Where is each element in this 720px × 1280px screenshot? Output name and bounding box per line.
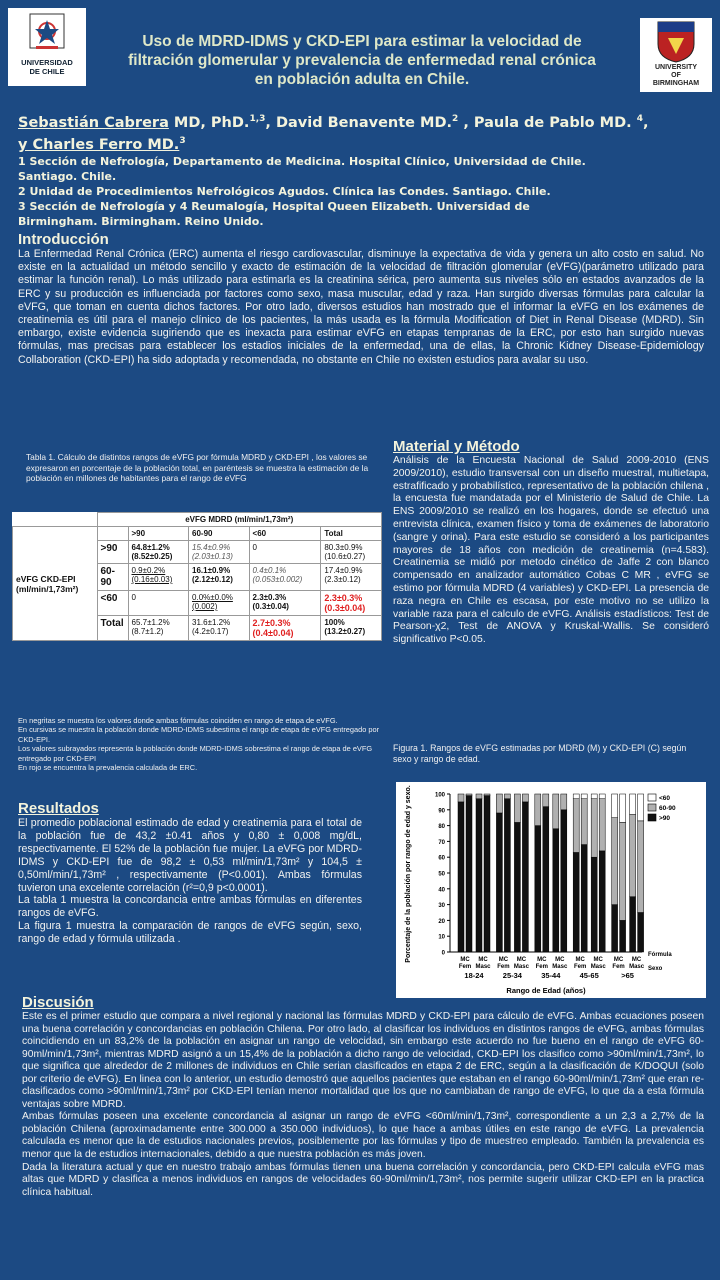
bar-segment-lt60 (638, 794, 644, 821)
stacked-bar-chart (396, 782, 706, 998)
sex-label: Masc (629, 964, 645, 970)
bar-segment-60-90 (581, 799, 587, 845)
cell-pop: (0.3±0.04) (324, 603, 366, 613)
table-note: En rojo se encuentra la prevalencia calculada de ERC. (18, 763, 198, 773)
logo-left-line-1: UNIVERSIDAD (21, 58, 73, 67)
sex-label: Masc (513, 964, 529, 970)
bar-segment-60-90 (630, 815, 636, 897)
authors-block (18, 110, 708, 229)
formula-label: MC (537, 957, 547, 963)
bar-segment-gt90 (561, 810, 567, 952)
age-group-label: >65 (621, 971, 634, 980)
author-line-2 (18, 132, 708, 154)
y-tick-label: 60 (438, 855, 445, 862)
y-tick-label: 10 (438, 934, 445, 941)
bar-segment-gt90 (591, 857, 597, 952)
bar-segment-60-90 (496, 794, 502, 813)
bar-segment-gt90 (496, 813, 502, 952)
results-paragraph: El promedio poblacional estimado de edad y creatinemia para el total de la población fue de 43,2 ±0.41 años y 0,80 ± 0,008 mg/dL, respectivamente. El 52% de la población fue mujer. La eVFG por MDRD-IDMS y CKD-EPI fue de 98,2 ± 0,53 ml/min/1,73m² y 104,5 ± 0,50ml/min/1,73m² , respectivamente (P<0.001). Ambas fórmulas tuvieron una excelente correlación (r²=0,9 p<0.0001). (18, 817, 362, 894)
affiliation-2: 2 Unidad de Procedimientos Nefrológicos Agudos. Clínica las Condes. Santiago. Chile. (18, 184, 551, 198)
author-part: , (642, 114, 649, 131)
table-notes (18, 716, 382, 772)
author-sup: 4 (636, 114, 643, 124)
bar-segment-lt60 (612, 794, 618, 818)
bar-segment-gt90 (620, 920, 626, 952)
sex-label: Fem (612, 964, 625, 970)
table-row-label: <60 (97, 591, 128, 616)
cell-value: 16.1±0.9% (192, 566, 231, 575)
cell-pop: (8.7±1.2) (131, 627, 164, 636)
y-tick-label: 100 (434, 792, 445, 799)
author-sup: 1,3 (249, 114, 266, 124)
poster-title (100, 32, 624, 89)
y-tick-label: 40 (438, 887, 445, 894)
cell-pop: (0.002) (192, 602, 218, 611)
cell-pop: (0.16±0.03) (131, 575, 173, 584)
cell-value: 64.8±1.2% (131, 543, 170, 552)
table-cell (189, 591, 250, 616)
cell-value: 0 (252, 543, 257, 552)
cell-pop: (2.12±0.12) (192, 575, 233, 584)
bar-segment-gt90 (612, 905, 618, 952)
cell-value: 65.7±1.2% (131, 618, 170, 627)
y-tick-label: 50 (438, 871, 445, 878)
discussion-paragraph: Ambas fórmulas poseen una excelente concordancia al asignar un rango de eVFG <60ml/min/1,73m², correspondiente a un 2,3 a 2,7% de la población Chilena (aproximadamente entre 300.000 a 350.000 individuos), lo que hace a ambas útiles en este rango de eVFG. La prevalencia calculada es menor que la de estudios nacionales previos, posiblemente por las fórmulas y tipo de muestreo empleado. También la prevalencia es menor que la de estudios internacionales, debido a que nuestra población es más joven. (22, 1111, 704, 1161)
bar-segment-60-90 (476, 794, 482, 799)
affiliation-1: 1 Sección de Nefrología, Departamento de Medicina. Hospital Clínico, Universidad de Chile. (18, 154, 586, 168)
table-cell (128, 616, 189, 641)
sex-axis-tag: Sexo (648, 966, 663, 972)
author-part: , David Benavente MD. (265, 114, 453, 131)
bar-segment-lt60 (599, 794, 605, 799)
age-group-label: 35-44 (541, 971, 561, 980)
y-tick-label: 90 (438, 808, 445, 815)
bar-segment-lt60 (591, 794, 597, 799)
cell-value: 2.3±0.3% (324, 593, 363, 603)
formula-label: MC (575, 957, 585, 963)
results-heading: Resultados (18, 800, 99, 817)
bar-segment-gt90 (466, 796, 472, 952)
bar-segment-60-90 (591, 799, 597, 857)
formula-label: MC (613, 957, 624, 963)
author-part: , Paula de Pablo MD. (458, 114, 637, 131)
bar-segment-60-90 (620, 822, 626, 920)
cell-value: 2.3±0.3% (252, 593, 287, 602)
cell-value: 2.7±0.3% (252, 618, 291, 628)
methods-text: Análisis de la Encuesta Nacional de Salud 2009-2010 (ENS 2009/2010), estudio transversal con un diseño muestral, multietapa, estrafificado y probabilístico, representativo de la población chilena , la encuesta fue mandatada por el Ministerio de Salud de Chile. La ENS 2009/2010 se realizó en los hogares, donde se efectuó una entrevista clínica, examen físico y toma de exámenes de laboratorio (sangre y orina). Para este estudio se consideró a los participantes mayores de 18 años con medición de creatinemia (n=4.583). Creatinemia se midió por metodo cinético de Jaffe 2 con blanco compensado en analizador automático Cobas C MR , eVFG se estimo por fórmula MDRD (4 variables) y CKD-EPI. La presencia de raza negra en Chile es escasa, por este motivo no se utilizo la variable raza para el calculo de eVFG. Análisis estadísticos: Test de Pearson-χ2, Test de ANOVA y Kruskal-Wallis. Se consideró significativo P<0.05. (393, 455, 709, 646)
author-line-1 (18, 110, 708, 132)
cell-pop: (0.053±0.002) (252, 575, 303, 584)
table-cell (249, 541, 321, 564)
cell-pop: (0.4±0.04) (252, 628, 294, 638)
figure-1-chart (396, 782, 706, 998)
intro-text: La Enfermedad Renal Crónica (ERC) aumenta el riesgo cardiovascular, disminuye la expectativa de vida y genera un alto costo en salud. No existe en la actualidad un método sencillo y exacto de estimación de la velocidad de filtración glomerular (eVFG)(parámetro utilizado para estimar la función renal). Lo más utilizado para estimarla es la creatinina sérica, pero aumenta sus niveles sólo en estados avanzados de la ERC y su producción es influenciada por factores como sexo, masa muscular, edad y raza. Han surgido diversas fórmulas para calcular la eVFG, que toman en cuenta dichos factores. Por otro lado, diversos estudios han mostrado que el informar la eVFG en los exámenes de creatinemia es útil para el manejo clínico de los pacientes, la más usada es la fórmula Modification of Diet in Renal Disease (MDRD). Sin embargo, existe evidencia sugiriendo que es inexacta para estimar eVFG en etapas tempranas de la ERC, por esto han surgido nuevas fórmulas, mas precisas para establecer los estadios iniciales de la enfermedad, una de ellas, la Chronic Kidney Disease-Epidemiology Collaboration (CKD-EPI) ha sido adoptada y recomendada, no obstante en Chile no existen estudios para avalar su uso. (18, 248, 704, 366)
table-cell (321, 564, 382, 591)
table-col-gt90: >90 (128, 527, 189, 541)
table-note: Los valores subrayados representa la población donde MDRD-IDMS sobrestima el rango de etapa de eVFG entregado por CKD-EPI (18, 744, 373, 763)
results-section (18, 800, 362, 946)
formula-label: MC (593, 957, 603, 963)
introduction-section (18, 231, 704, 367)
table-cell (321, 591, 382, 616)
bar-segment-60-90 (612, 818, 618, 905)
bar-segment-lt60 (620, 794, 626, 822)
cell-value: 0.4±0.1% (252, 566, 287, 575)
methods-section (393, 438, 709, 647)
bar-segment-gt90 (484, 796, 490, 952)
cell-value: 31.6±1.2% (192, 618, 231, 627)
logo-right-line-1: UNIVERSITY (654, 64, 697, 71)
table-cell (128, 564, 189, 591)
sex-label: Masc (552, 964, 568, 970)
bar-segment-60-90 (561, 794, 567, 810)
formula-label: MC (498, 957, 509, 963)
table-cell (189, 616, 250, 641)
age-group-label: 25-34 (502, 971, 522, 980)
bar-segment-gt90 (638, 913, 644, 953)
title-line-2: filtración glomerular y prevalencia de enfermedad renal crónica (128, 52, 596, 69)
affiliation-3b: Birmingham. Birmingham. Reino Unido. (18, 214, 264, 228)
table-row-header: eVFG CKD-EPI (ml/min/1,73m²) (13, 527, 98, 641)
cell-pop: (13.2±0.27) (324, 627, 366, 636)
legend-swatch (648, 794, 656, 801)
figure-caption: Figura 1. Rangos de eVFG estimadas por MDRD (M) y CKD-EPI (C) según sexo y rango de edad. (393, 743, 687, 764)
y-tick-label: 80 (438, 824, 445, 831)
table-note: En cursivas se muestra la población donde MDRD-IDMS subestima el rango de etapa de eVFG entregado por CKD-EPI. (18, 725, 380, 744)
sex-label: Fem (497, 964, 510, 970)
table-cell (321, 541, 382, 564)
bar-segment-gt90 (458, 802, 464, 952)
intro-heading: Introducción (18, 231, 109, 248)
table-cell (189, 541, 250, 564)
affiliation-1b: Santiago. Chile. (18, 169, 117, 183)
birmingham-crest-icon (640, 18, 712, 64)
discussion-heading: Discusión (22, 994, 94, 1011)
cell-value: 17.4±0.9% (324, 566, 363, 575)
title-line-3: en población adulta en Chile. (254, 71, 470, 88)
table-row-label: >90 (97, 541, 128, 564)
legend-label: >90 (659, 815, 671, 822)
cell-pop: (2.03±0.13) (192, 552, 233, 561)
cell-value: 80.3±0.9% (324, 543, 363, 552)
table-caption: Tabla 1. Cálculo de distintos rangos de eVFG por fórmula MDRD y CKD-EPI , los valores se expresaron en porcentaje de la población total, en paréntesis se muestra la estimación de la población en millones de habitantes para el rango de eVFG (26, 452, 369, 483)
methods-heading: Material y Método (393, 438, 520, 455)
author-sup: 3 (179, 135, 186, 146)
bar-segment-gt90 (599, 851, 605, 952)
bar-segment-gt90 (581, 845, 587, 952)
cell-value: 15.4±0.9% (192, 543, 231, 552)
formula-label: MC (460, 957, 470, 963)
cell-pop: (0.3±0.04) (252, 602, 289, 611)
bar-segment-lt60 (573, 794, 579, 799)
table-col-total: Total (321, 527, 382, 541)
bar-segment-60-90 (638, 821, 644, 913)
bar-segment-60-90 (573, 799, 579, 853)
legend-swatch (648, 804, 656, 811)
y-tick-label: 30 (438, 903, 445, 910)
table-cell (128, 591, 189, 616)
bar-segment-60-90 (543, 794, 549, 807)
sex-label: Fem (574, 964, 587, 970)
bar-segment-60-90 (504, 794, 510, 799)
discussion-section (22, 994, 704, 1199)
sex-label: Masc (590, 964, 606, 970)
title-line-1: Uso de MDRD-IDMS y CKD-EPI para estimar la velocidad de (142, 33, 582, 50)
age-group-label: 45-65 (579, 971, 599, 980)
table-cell (249, 591, 321, 616)
x-axis-label: Rango de Edad (años) (506, 986, 586, 995)
legend-label: 60-90 (659, 805, 676, 812)
discussion-paragraph: Este es el primer estudio que compara a nivel regional y nacional las fórmulas MDRD y CKD-EPI para cálculo de eVFG. Ambas ecuaciones poseen una buena correlación y concordancias en población Chilena. Por otro lado, al clasificar los individuos en distintos rangos de eVFG, ambas fórmulas coincidiendo en un 83,2% de la población en asignar un rango de velocidad, sin embargo este acuerdo no fue bueno en el rango de eVFG 60-90ml/min/1,73m², mientras MDRD asignó a un 15,4% de la población a dicho rango de velocidad, CKD-EPI los clasifico como >90ml/min/1,73m², lo que significa que alrededor de 2 millones de individuos en Chile serian clasificados en etapa 2 de ERC, según a la clasificación de K/DOQUI (solo por criterio de eVFG). En linea con lo anterior, un estudio demostró que aquellos pacientes que estaban en el rango 60-90ml/min/1,73m² que eran re-clasificados como >90ml/min/1,73m² por CKD-EPI tenían menor mortalidad que los que no cambiaban de rango de eVFG, lo que da a esta fórmula ventajas sobre MDRD. (22, 1011, 704, 1110)
y-tick-label: 0 (441, 950, 445, 957)
cell-value: 0.9±0.2% (131, 566, 166, 575)
bar-segment-gt90 (522, 802, 528, 952)
logo-right-line-2: OF (671, 72, 681, 79)
table-cell (249, 616, 321, 641)
y-tick-label: 20 (438, 918, 445, 925)
cell-pop: (4.2±0.17) (192, 627, 229, 636)
table-col-60-90: 60-90 (189, 527, 250, 541)
university-of-birmingham-logo (640, 18, 712, 92)
bar-segment-gt90 (514, 822, 520, 952)
age-group-label: 18-24 (464, 971, 484, 980)
table-row-label: 60-90 (97, 564, 128, 591)
table-cell (249, 564, 321, 591)
bar-segment-60-90 (599, 799, 605, 851)
bar-segment-60-90 (522, 794, 528, 802)
y-axis-label: Porcentaje de la población por rango de edad y sexo. (405, 785, 412, 963)
cell-value: 0 (131, 593, 136, 602)
bar-segment-gt90 (535, 826, 541, 952)
legend-label: <60 (659, 795, 671, 802)
table-cell (128, 541, 189, 564)
cell-pop: (10.6±0.27) (324, 552, 366, 561)
sex-label: Fem (535, 964, 548, 970)
affiliation-3: 3 Sección de Nefrología y 4 Reumalogía, Hospital Queen Elizabeth. Universidad de (18, 199, 530, 213)
bar-segment-gt90 (543, 807, 549, 952)
table-cell (189, 564, 250, 591)
table-row-label: Total (97, 616, 128, 641)
bar-segment-60-90 (514, 794, 520, 822)
table-top-header: eVFG MDRD (ml/min/1,73m²) (97, 513, 382, 527)
discussion-paragraph: Dada la literatura actual y que en nuestro trabajo ambas fórmulas tienen una buena correlación y concordancia, pero CKD-EPI calcula eVFG mas altas que MDRD y clasifica a menos individuos en rangos de velocidades 60-90ml/min/1,73m², nos permite sugerir utilizar CKD-EPI en la practica clínica habitual. (22, 1161, 704, 1198)
author-sup: 2 (452, 114, 459, 124)
bar-segment-gt90 (553, 829, 559, 952)
bar-segment-60-90 (458, 794, 464, 802)
bar-segment-60-90 (466, 794, 472, 796)
table-note: En negritas se muestra los valores donde ambas fórmulas coinciden en rango de etapa de eVFG. (18, 716, 338, 725)
table-col-lt60: <60 (249, 527, 321, 541)
sex-label: Masc (475, 964, 491, 970)
formula-label: MC (516, 957, 527, 963)
bar-segment-gt90 (504, 799, 510, 952)
bar-segment-gt90 (630, 897, 636, 952)
table-col-empty (97, 527, 128, 541)
bar-segment-lt60 (630, 794, 636, 815)
results-paragraph: La figura 1 muestra la comparación de rangos de eVFG según, sexo, rango de edad y fórmula utilizada . (18, 920, 362, 946)
cell-pop: (2.3±0.12) (324, 575, 361, 584)
author-part: y Charles Ferro MD. (18, 136, 180, 153)
logo-right-line-3: BIRMINGHAM (652, 80, 700, 87)
formula-label: MC (631, 957, 642, 963)
universidad-de-chile-logo (8, 8, 86, 86)
results-paragraph: La tabla 1 muestra la concordancia entre ambas fórmulas en diferentes rangos de eVFG. (18, 894, 362, 920)
author-part: MD, PhD. (168, 114, 250, 131)
first-author: Sebastián Cabrera (18, 114, 169, 131)
bar-segment-lt60 (581, 794, 587, 799)
formula-label: MC (478, 957, 488, 963)
bar-segment-60-90 (484, 794, 490, 796)
y-tick-label: 70 (438, 839, 445, 846)
bar-segment-gt90 (573, 852, 579, 952)
cell-value: 100% (324, 618, 345, 627)
formula-label: MC (555, 957, 565, 963)
cell-value: 0.0%±0.0% (192, 593, 233, 602)
legend-swatch (648, 814, 656, 821)
bar-segment-gt90 (476, 799, 482, 952)
table-cell (321, 616, 382, 641)
formula-axis-tag: Fórmula (648, 952, 672, 958)
bar-segment-60-90 (535, 794, 541, 826)
table-1 (12, 512, 382, 641)
cell-pop: (8.52±0.25) (131, 552, 173, 561)
logo-left-line-2: DE CHILE (29, 67, 65, 76)
sex-label: Fem (458, 964, 472, 970)
bar-segment-60-90 (553, 794, 559, 829)
